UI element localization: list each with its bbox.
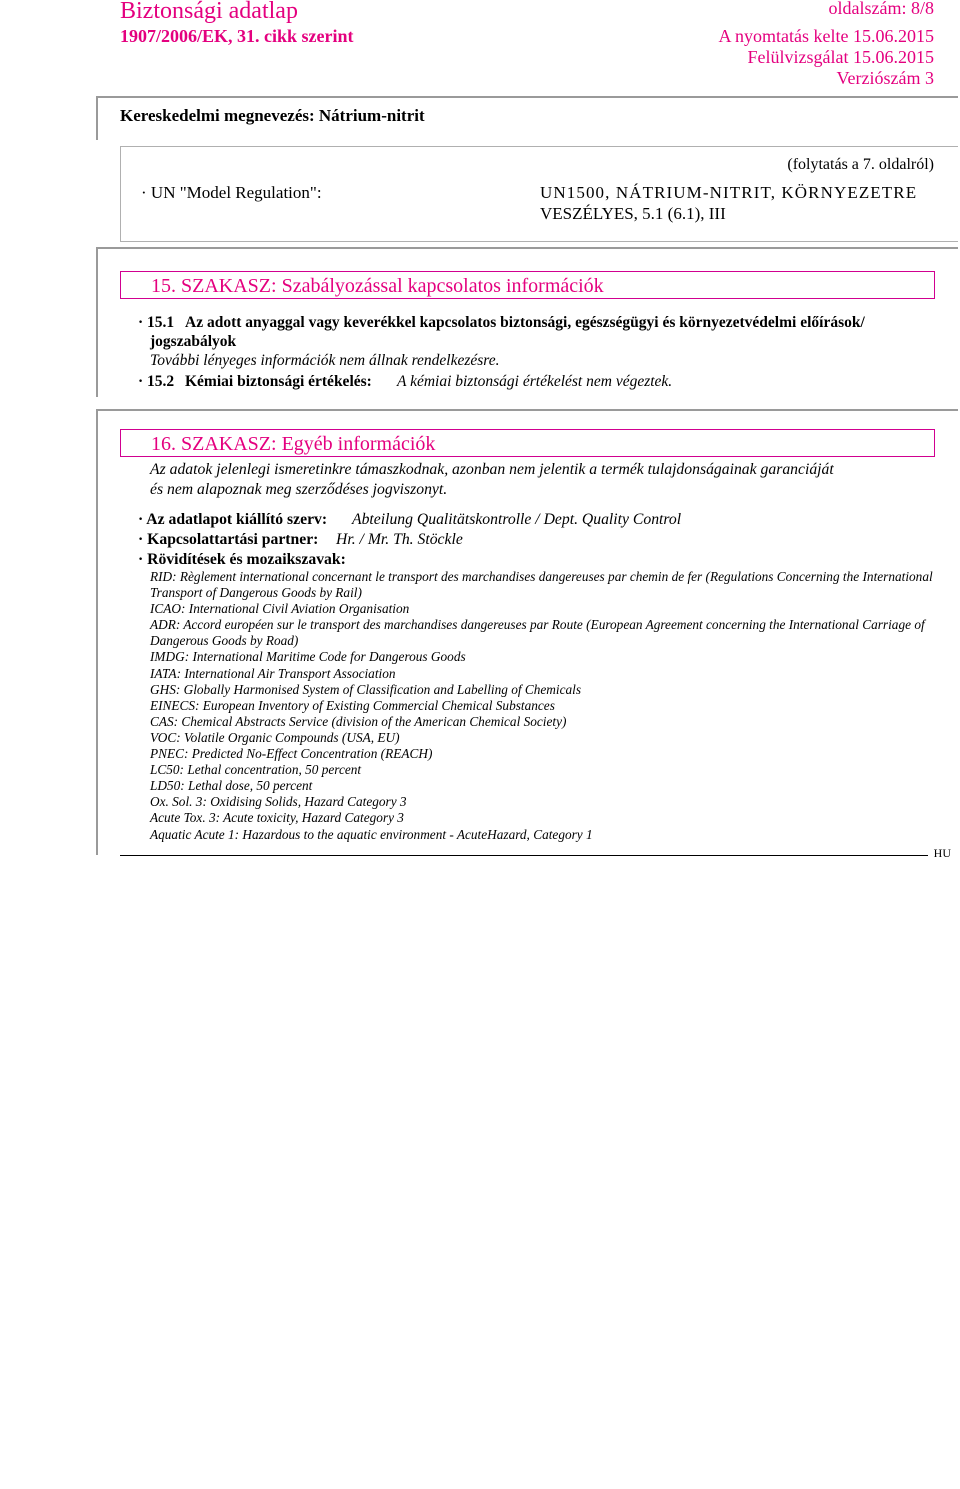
- trade-name: Kereskedelmi megnevezés: Nátrium-nitrit: [120, 106, 425, 125]
- issuer-label: · Az adatlapot kiállító szerv:: [138, 511, 328, 528]
- abbreviation-item: LC50: Lethal concentration, 50 percent: [150, 762, 362, 778]
- section15-1-title: Az adott anyaggal vagy keverékkel kapcsolatos biztonsági, egészségügyi és környezetvédelmi előírások/: [185, 314, 865, 331]
- abbreviation-item: CAS: Chemical Abstracts Service (division of the American Chemical Society): [150, 713, 567, 729]
- un-regulation-value: UN1500, NÁTRIUM-NITRIT, KÖRNYEZETRE: [540, 183, 918, 202]
- abbreviation-item: Acute Tox. 3: Acute toxicity, Hazard Category 3: [150, 810, 404, 826]
- document-title: Biztonsági adatlap: [120, 0, 298, 24]
- issuer-value: Abteilung Qualitätskontrolle / Dept. Quality Control: [352, 511, 682, 528]
- regulation-reference: 1907/2006/EK, 31. cikk szerint: [120, 26, 354, 46]
- version-number: Verziószám 3: [836, 68, 934, 88]
- abbreviation-item: ADR: Accord européen sur le transport des marchandises dangereuses par Route (European Agreement concerning the International Carriage of Dangerous Goods by Road): [150, 617, 925, 649]
- continuation-note: (folytatás a 7. oldalról): [787, 156, 934, 173]
- section15-2-label: Kémiai biztonsági értékelés:: [185, 373, 372, 390]
- contact-label: · Kapcsolattartási partner:: [138, 531, 319, 548]
- abbreviation-item: EINECS: European Inventory of Existing Commercial Chemical Substances: [150, 697, 555, 713]
- abbreviation-item: ICAO: International Civil Aviation Organisation: [150, 601, 410, 617]
- language-code: HU: [931, 846, 954, 861]
- page-number: oldalszám: 8/8: [828, 0, 934, 18]
- abbreviation-item: IATA: International Air Transport Association: [150, 665, 396, 681]
- section15-2-text: A kémiai biztonsági értékelést nem végeztek.: [397, 373, 673, 390]
- footer-rule: [120, 855, 928, 856]
- revision-date: Felülvizsgálat 15.06.2015: [747, 47, 934, 67]
- header-frame: [96, 96, 958, 140]
- contact-value: Hr. / Mr. Th. Stöckle: [336, 531, 463, 548]
- section16-heading-bar: [120, 429, 935, 457]
- section16-intro-line2: és nem alapoznak meg szerződéses jogviszonyt.: [150, 481, 448, 498]
- section15-1-title-cont: jogszabályok: [150, 333, 237, 350]
- print-date: A nyomtatás kelte 15.06.2015: [718, 26, 934, 46]
- abbreviation-item: PNEC: Predicted No-Effect Concentration (REACH): [150, 746, 433, 762]
- abbreviation-item: VOC: Volatile Organic Compounds (USA, EU): [150, 729, 400, 745]
- abbreviation-item: LD50: Lethal dose, 50 percent: [150, 778, 313, 794]
- section15-1-bullet: · 15.1: [138, 314, 175, 331]
- section15-heading-bar: [120, 271, 935, 299]
- abbreviation-item: IMDG: International Maritime Code for Dangerous Goods: [150, 649, 466, 665]
- section16-heading: 16. SZAKASZ: Egyéb információk: [121, 430, 934, 456]
- section16-intro-line1: Az adatok jelenlegi ismeretinkre támaszkodnak, azonban nem jelentik a termék tulajdonságainak garanciáját: [150, 461, 834, 478]
- abbreviation-item: Aquatic Acute 1: Hazardous to the aquatic environment - AcuteHazard, Category 1: [150, 826, 593, 842]
- section15-1-text: További lényeges információk nem állnak rendelkezésre.: [150, 352, 500, 369]
- section15-2-bullet: · 15.2: [138, 373, 175, 390]
- abbreviation-item: Ox. Sol. 3: Oxidising Solids, Hazard Category 3: [150, 794, 407, 810]
- abbreviation-item: RID: Règlement international concernant le transport des marchandises dangereuses par chemin de fer (Regulations Concerning the International Transport of Dangerous Goods by Rail): [150, 569, 933, 601]
- abbreviations-list: [150, 569, 940, 843]
- section15-heading: 15. SZAKASZ: Szabályozással kapcsolatos információk: [121, 272, 934, 298]
- un-regulation-value-cont: VESZÉLYES, 5.1 (6.1), III: [540, 204, 726, 223]
- abbreviations-label: · Rövidítések és mozaikszavak:: [138, 551, 346, 568]
- abbreviation-item: GHS: Globally Harmonised System of Classification and Labelling of Chemicals: [150, 681, 582, 697]
- un-regulation-label: · UN "Model Regulation":: [141, 183, 322, 202]
